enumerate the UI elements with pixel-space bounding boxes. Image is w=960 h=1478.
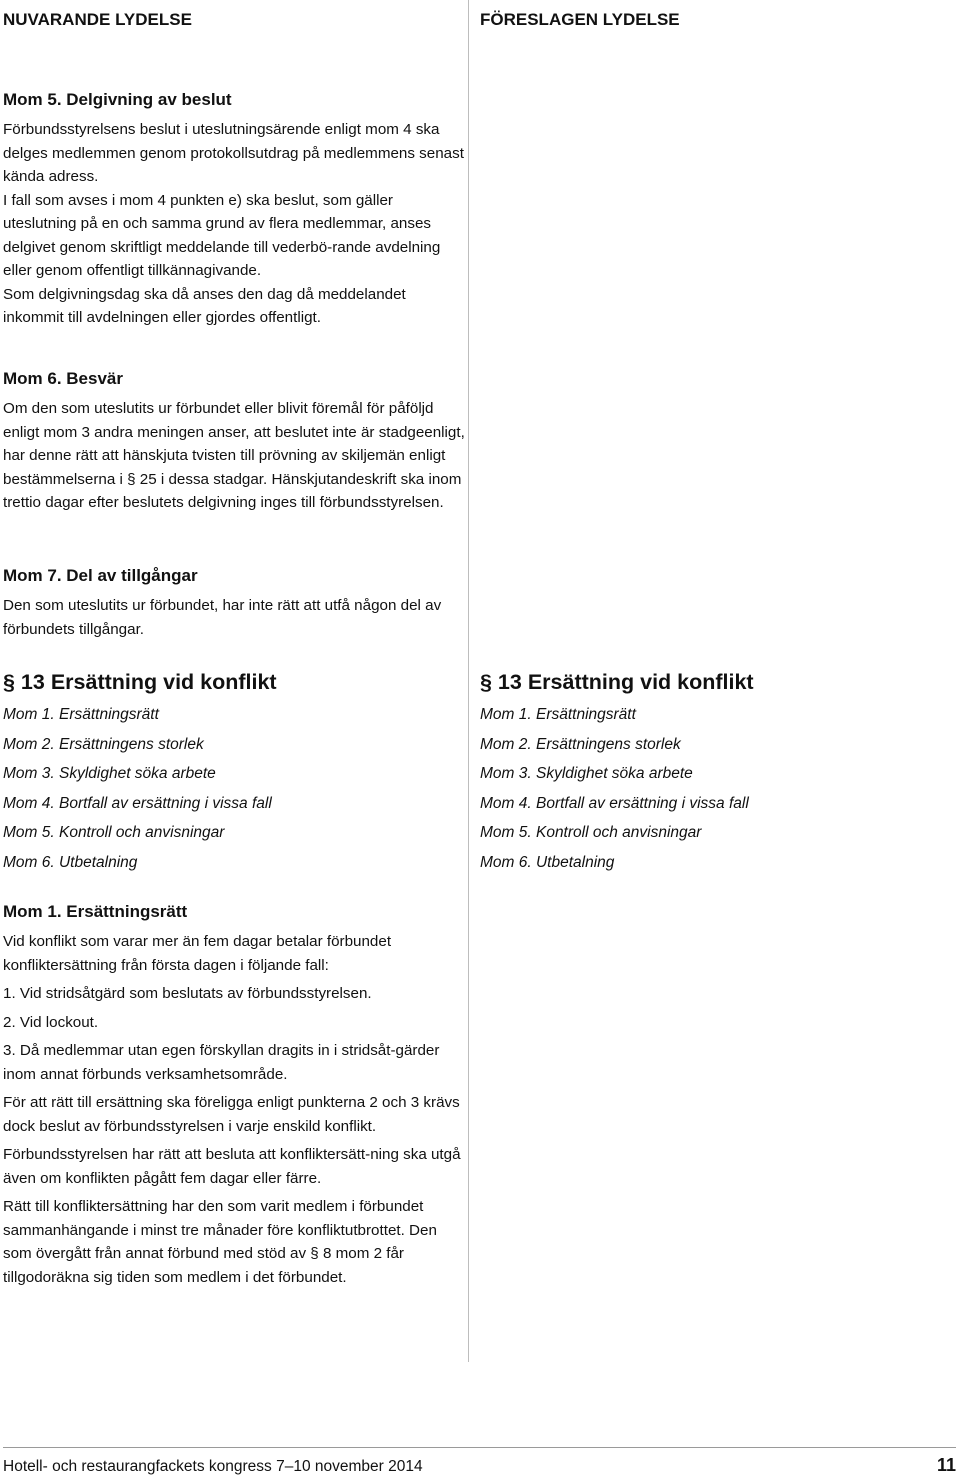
toc-item: Mom 4. Bortfall av ersättning i vissa fall (480, 794, 749, 812)
page-number: 11 (936, 1455, 956, 1475)
toc-item: Mom 5. Kontroll och anvisningar (480, 824, 702, 841)
mom1-paragraph-4: Rätt till konfliktersättning har den som varit medlem i förbundet sammanhängande i minst tre månader före konfliktutbrottet. Den som övergått från annat förbund med stöd av § 8 mom 2 får tillgodoräkna sig tiden som medlem i det förbundet. (3, 1198, 437, 1286)
mom5-paragraph-3: Som delgivningsdag ska då anses den dag då meddelandet inkommit till avdelningen eller gjordes offentligt. (3, 285, 406, 326)
column-heading-current: NUVARANDE LYDELSE (3, 10, 192, 29)
mom5-title: Mom 5. Delgivning av beslut (3, 90, 232, 109)
section-13-title: § 13 Ersättning vid konflikt (3, 670, 277, 694)
mom1-item-3: 3. Då medlemmar utan egen förskyllan dragits in i stridsåt-gärder inom annat förbunds verksamhetsområde. (3, 1042, 440, 1083)
mom1-paragraph-3: Förbundsstyrelsen har rätt att besluta att konfliktersätt-ning ska utgå även om konflikten pågått fem dagar eller färre. (3, 1146, 461, 1187)
mom7-paragraph-1: Den som uteslutits ur förbundet, har inte rätt att utfå någon del av förbundets tillgångar. (3, 597, 442, 638)
mom1-title: Mom 1. Ersättningsrätt (3, 902, 188, 921)
mom5-paragraph-2: I fall som avses i mom 4 punkten e) ska beslut, som gäller uteslutning på en och samma grund av flera medlemmar, anses delgivet genom skriftligt meddelande till vederbö-rande avdelning eller genom offentligt tillkännagivande. (3, 191, 441, 279)
section-13-toc (480, 700, 942, 877)
toc-item: Mom 6. Utbetalning (3, 853, 138, 871)
toc-item: Mom 5. Kontroll och anvisningar (3, 824, 225, 841)
footer-rule (3, 1447, 956, 1448)
section-13-left (3, 668, 465, 877)
toc-item: Mom 3. Skyldighet söka arbete (480, 765, 693, 782)
column-divider (468, 0, 469, 1362)
mom5-paragraph-1: Förbundsstyrelsens beslut i uteslutningsärende enligt mom 4 ska delges medlemmen genom protokollsutdrag på medlemmens senast kända adress. (3, 121, 464, 185)
mom5-section (3, 89, 465, 330)
footer-text: Hotell- och restaurangfackets kongress 7–10 november 2014 (3, 1458, 423, 1475)
mom1-item-2: 2. Vid lockout. (3, 1013, 99, 1031)
mom1-paragraph-2: För att rätt till ersättning ska föreligga enligt punkterna 2 och 3 krävs dock beslut av förbundsstyrelsen i varje enskild konflikt. (3, 1094, 460, 1135)
mom6-section (3, 368, 465, 515)
mom6-title: Mom 6. Besvär (3, 369, 123, 388)
toc-item: Mom 2. Ersättningens storlek (3, 735, 204, 753)
mom1-item-1: 1. Vid stridsåtgärd som beslutats av förbundsstyrelsen. (3, 985, 372, 1002)
toc-item: Mom 6. Utbetalning (480, 853, 615, 871)
section-13-toc (3, 700, 465, 877)
section-13-title: § 13 Ersättning vid konflikt (480, 670, 754, 694)
mom6-paragraph-1: Om den som uteslutits ur förbundet eller blivit föremål för påföljd enligt mom 3 andra meningen anser, att beslutet inte är stadgeenligt, har denne rätt att hänskjuta tvisten till prövning av skiljemän enligt bestämmelserna i § 25 i dessa stadgar. Hänskjutandeskrift ska inom trettio dagar efter beslutets delgivning inges till förbundsstyrelsen. (3, 400, 465, 511)
toc-item: Mom 2. Ersättningens storlek (480, 735, 681, 753)
toc-item: Mom 1. Ersättningsrätt (480, 706, 636, 723)
section-13-right (480, 668, 942, 877)
mom7-title: Mom 7. Del av tillgångar (3, 566, 198, 585)
mom1-section (3, 901, 465, 1289)
toc-item: Mom 3. Skyldighet söka arbete (3, 765, 216, 782)
mom7-section (3, 565, 465, 641)
mom1-paragraph-1: Vid konflikt som varar mer än fem dagar betalar förbundet konfliktersättning från första dagen i följande fall: (3, 933, 392, 974)
toc-item: Mom 1. Ersättningsrätt (3, 706, 159, 723)
toc-item: Mom 4. Bortfall av ersättning i vissa fall (3, 794, 272, 812)
column-heading-proposed: FÖRESLAGEN LYDELSE (480, 10, 680, 29)
